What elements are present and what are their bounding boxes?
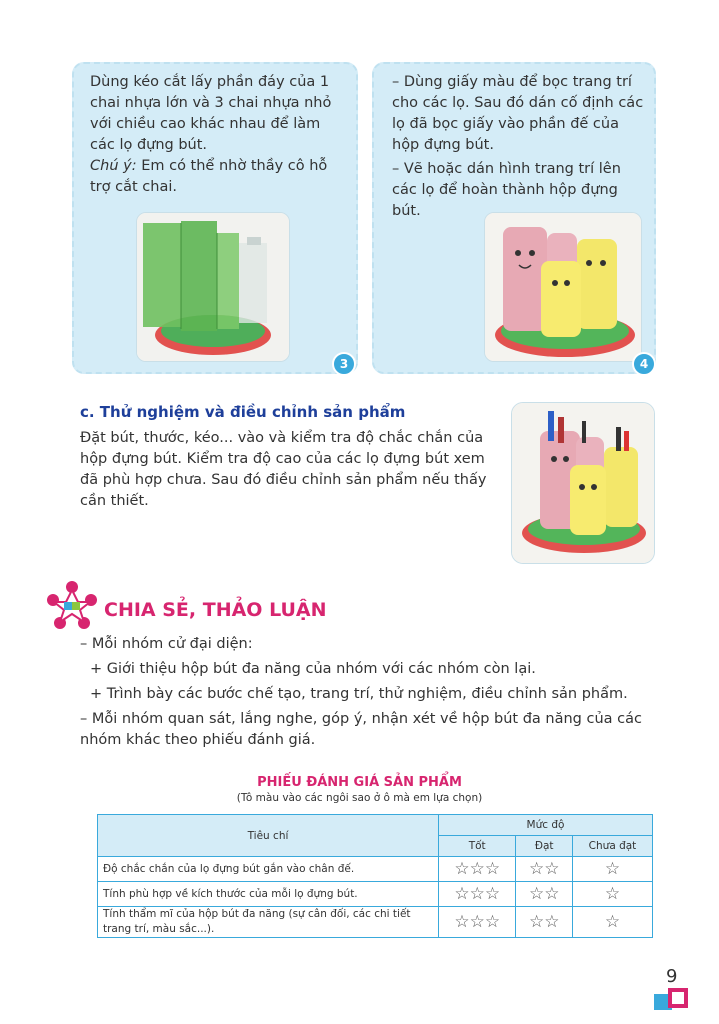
star-icon[interactable]: ☆ — [604, 858, 621, 879]
rating-cell — [573, 857, 653, 882]
rating-cell — [439, 882, 516, 907]
section-c-body: Đặt bút, thước, kéo... vào và kiểm tra độ chắc chắn của hộp đựng bút. Kiểm tra độ cao của các lọ đựng bút xem đã phù hợp chưa. Sau đó điều chỉnh sản phẩm nếu thấy cần thiết. — [80, 430, 487, 509]
star-icon[interactable]: ☆ — [484, 883, 501, 904]
star-icon[interactable]: ☆ — [544, 883, 560, 904]
star-icon[interactable]: ☆ — [528, 858, 545, 879]
section-c-photo — [511, 402, 655, 564]
rating-cell — [516, 857, 573, 882]
flower-star-icon — [46, 580, 98, 632]
step-3-photo — [136, 212, 290, 362]
step-3-text-block — [90, 72, 346, 198]
note-label: Chú ý: — [90, 158, 137, 174]
corner-decoration-icon — [654, 988, 694, 1014]
star-icon[interactable]: ☆ — [484, 911, 501, 932]
step-4-text-block — [392, 72, 644, 222]
cut-bottles-illustration — [137, 213, 289, 361]
star-icon[interactable]: ☆ — [469, 883, 485, 904]
rating-cell — [573, 907, 653, 938]
share-item: + Giới thiệu hộp bút đa năng của nhóm với các nhóm còn lại. — [90, 661, 536, 677]
star-icon[interactable]: ☆ — [469, 858, 485, 879]
step-4-photo — [484, 212, 642, 362]
criteria-cell: Tính phù hợp về kích thước của mỗi lọ đựng bút. — [98, 882, 439, 907]
step-3-badge: 3 — [332, 352, 356, 376]
level-good-header: Tốt — [439, 836, 516, 857]
note-text: Em có thể nhờ thầy cô hỗ trợ cắt chai. — [90, 158, 328, 195]
star-icon[interactable]: ☆ — [484, 858, 501, 879]
step-3-note — [90, 156, 346, 198]
evaluation-row — [98, 907, 653, 938]
star-icon[interactable]: ☆ — [604, 883, 621, 904]
evaluation-subtitle: (Tô màu vào các ngôi sao ở ô mà em lựa chọn) — [236, 792, 483, 804]
evaluation-title: PHIẾU ĐÁNH GIÁ SẢN PHẨM — [257, 775, 462, 790]
star-icon[interactable]: ☆ — [528, 911, 545, 932]
rating-cell — [516, 882, 573, 907]
share-list — [80, 634, 660, 755]
star-icon[interactable]: ☆ — [544, 911, 560, 932]
evaluation-row — [98, 882, 653, 907]
step-4-line-1: – Dùng giấy màu để bọc trang trí cho các lọ. Sau đó dán cố định các lọ đã bọc giấy vào phần đế của hộp đựng bút. — [392, 74, 644, 153]
criteria-cell: Tính thẩm mĩ của hộp bút đa năng (sự cân đối, các chi tiết trang trí, màu sắc...). — [98, 907, 439, 938]
step-4-line-2: – Vẽ hoặc dán hình trang trí lên các lọ để hoàn thành hộp đựng bút. — [392, 161, 621, 219]
step-3-text: Dùng kéo cắt lấy phần đáy của 1 chai nhựa lớn và 3 chai nhựa nhỏ với chiều cao khác nhau để làm các lọ đựng bút. — [90, 74, 332, 153]
rating-cell — [516, 907, 573, 938]
star-icon[interactable]: ☆ — [528, 883, 545, 904]
page-number: 9 — [666, 966, 678, 987]
criteria-cell: Độ chắc chắn của lọ đựng bút gắn vào chân đế. — [98, 857, 439, 882]
evaluation-row — [98, 857, 653, 882]
step-3-card — [72, 62, 358, 374]
star-icon[interactable]: ☆ — [454, 883, 470, 904]
level-header: Mức độ — [439, 815, 653, 836]
share-item: – Mỗi nhóm quan sát, lắng nghe, góp ý, nhận xét về hộp bút đa năng của các nhóm khác theo phiếu đánh giá. — [80, 711, 642, 748]
evaluation-table — [97, 814, 653, 938]
rating-cell — [439, 857, 516, 882]
rating-cell — [439, 907, 516, 938]
share-item: – Mỗi nhóm cử đại diện: — [80, 636, 253, 652]
section-c-title: c. Thử nghiệm và điều chỉnh sản phẩm — [80, 403, 406, 421]
step-4-badge: 4 — [632, 352, 656, 376]
share-title: CHIA SẺ, THẢO LUẬN — [104, 599, 327, 621]
decorated-pen-holder-illustration — [485, 213, 641, 361]
step-4-card — [372, 62, 656, 374]
share-item: + Trình bày các bước chế tạo, trang trí, thử nghiệm, điều chỉnh sản phẩm. — [90, 686, 628, 702]
star-icon[interactable]: ☆ — [604, 911, 621, 932]
star-icon[interactable]: ☆ — [454, 858, 470, 879]
rating-cell — [573, 882, 653, 907]
star-icon[interactable]: ☆ — [469, 911, 485, 932]
level-pass-header: Đạt — [516, 836, 573, 857]
level-fail-header: Chưa đạt — [573, 836, 653, 857]
star-icon[interactable]: ☆ — [544, 858, 560, 879]
criteria-header: Tiêu chí — [98, 815, 439, 857]
pen-holder-with-pens-illustration — [512, 403, 654, 563]
star-icon[interactable]: ☆ — [454, 911, 470, 932]
